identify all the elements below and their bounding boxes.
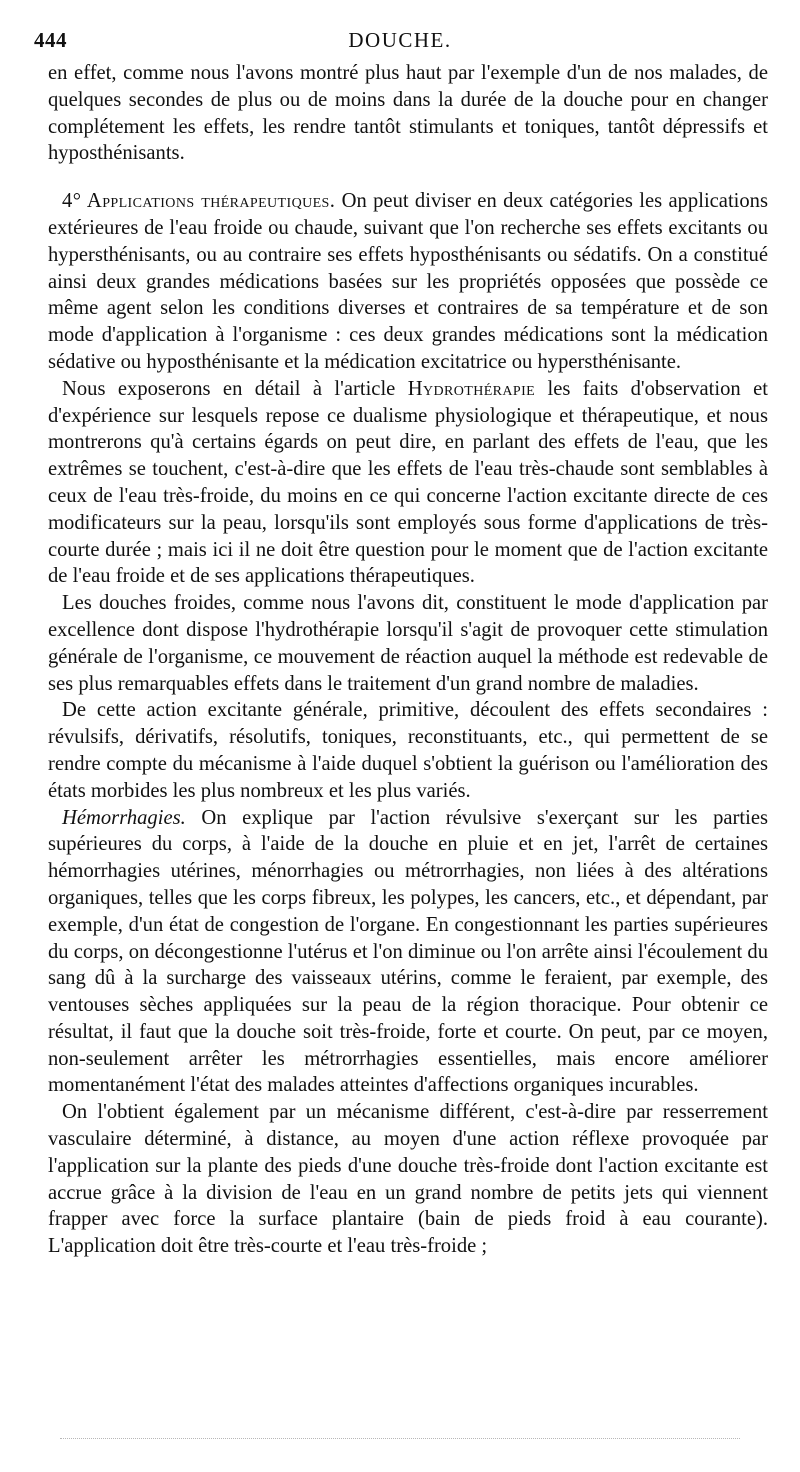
paragraph-text: On peut diviser en deux catégories les applications extérieures de l'eau froide ou chaude, suivant que l'on recherche ses effets excitants ou hypersthénisants, ou au contraire ses effets hyposthénisants ou sédatifs. On a constitué ainsi deux grandes médications basées sur les propriétés opposées que possède ce même agent selon les conditions diverses et contraires de sa température et de son mode d'application à l'organisme : ces deux grandes médications sont la médication sédative ou hyposthénisante et la médication excitatrice ou hypersthénisante.	[48, 190, 768, 373]
paragraph-cold-douches: Les douches froides, comme nous l'avons dit, constituent le mode d'application par excellence dont dispose l'hydrothérapie lorsqu'il s'agit de provoquer cette stimulation générale de l'organisme, ce mouvement de réaction auquel la méthode est redevable de ses plus remarquables effets dans le traitement d'un grand nombre de maladies.	[48, 592, 768, 695]
paragraph-text: Nous exposerons en détail à l'article	[62, 377, 408, 400]
paragraph-text: les faits d'observation et d'expérience sur lesquels repose ce dualisme physiologique et thérapeutique, et nous montrerons qu'à certains égards on peut dire, en parlant des effets de l'eau, que les extrêmes se touchent, c'est-à-dire que les effets de l'eau très-chaude sont semblables à ceux de l'eau très-froide, du moins en ce qui concerne l'action excitante directe de ces modificateurs sur la peau, lorsqu'ils sont employés sous forme d'applications de très-courte durée ; mais ici il ne doit être question pour le moment que de l'action excitante de l'eau froide et de ses applications thérapeutiques.	[48, 377, 768, 588]
page-header	[34, 28, 766, 58]
cross-reference-term: Hydrothérapie	[407, 377, 536, 400]
running-title: DOUCHE.	[348, 28, 452, 52]
subsection-heading: Hémorrhagies.	[62, 806, 186, 829]
paragraph-hydrotherapy-reference	[48, 376, 768, 590]
paragraph-therapeutic-applications	[48, 188, 768, 376]
body-text	[48, 60, 768, 1260]
paragraph-reflex-action: On l'obtient également par un mécanisme différent, c'est-à-dire par resserrement vasculaire déterminé, à distance, au moyen d'une action réflexe provoquée par l'application sur la plante des pieds d'une douche très-froide dont l'action excitante est accrue grâce à la division de l'eau en un grand nombre de petits jets qui viennent frapper avec force la surface plantaire (bain de pieds froid à eau courante). L'application doit être très-courte et l'eau très-froide ;	[48, 1101, 768, 1258]
footer-divider	[60, 1438, 740, 1439]
page-number: 444	[34, 28, 67, 52]
paragraph-secondary-effects: De cette action excitante générale, primitive, découlent des effets secondaires : révulsifs, dérivatifs, résolutifs, toniques, reconstituants, etc., qui permettent de se rendre compte du mécanisme à l'aide duquel s'obtient la guérison ou l'amélioration des états morbides les plus nombreux et les plus variés.	[48, 699, 768, 802]
paragraph-text: On explique par l'action révulsive s'exerçant sur les parties supérieures du corps, à l'aide de la douche en pluie et en jet, l'arrêt de certaines hémorrhagies utérines, ménorrhagies ou métrorrhagies, non liées à des altérations organiques, telles que les corps fibreux, les polypes, les cancers, etc., et dépendant, par exemple, d'un état de congestion de l'organe. En congestionnant les parties supérieures du corps, on décongestionne l'utérus et l'on diminue ou l'on arrête ainsi l'écoulement du sang dû à la surcharge des vaisseaux utérins, comme le feraient, par exemple, des ventouses sèches appliquées sur la peau de la région thoracique. Pour obtenir ce résultat, il faut que la douche soit très-froide, forte et courte. On peut, par ce moyen, non-seulement arrêter les métrorrhagies essentielles, mais encore améliorer momentanément l'état des malades atteintes d'affections organiques incurables.	[48, 806, 768, 1097]
paragraph-continuation: en effet, comme nous l'avons montré plus haut par l'exemple d'un de nos malades, de quelques secondes de plus ou de moins dans la durée de la douche pour en changer complétement les effets, les rendre tantôt stimulants et toniques, tantôt dépressifs et hyposthénisants.	[48, 62, 768, 165]
paragraph-hemorrhages	[48, 805, 768, 1100]
section-heading: 4° Applications thérapeutiques.	[62, 190, 336, 213]
